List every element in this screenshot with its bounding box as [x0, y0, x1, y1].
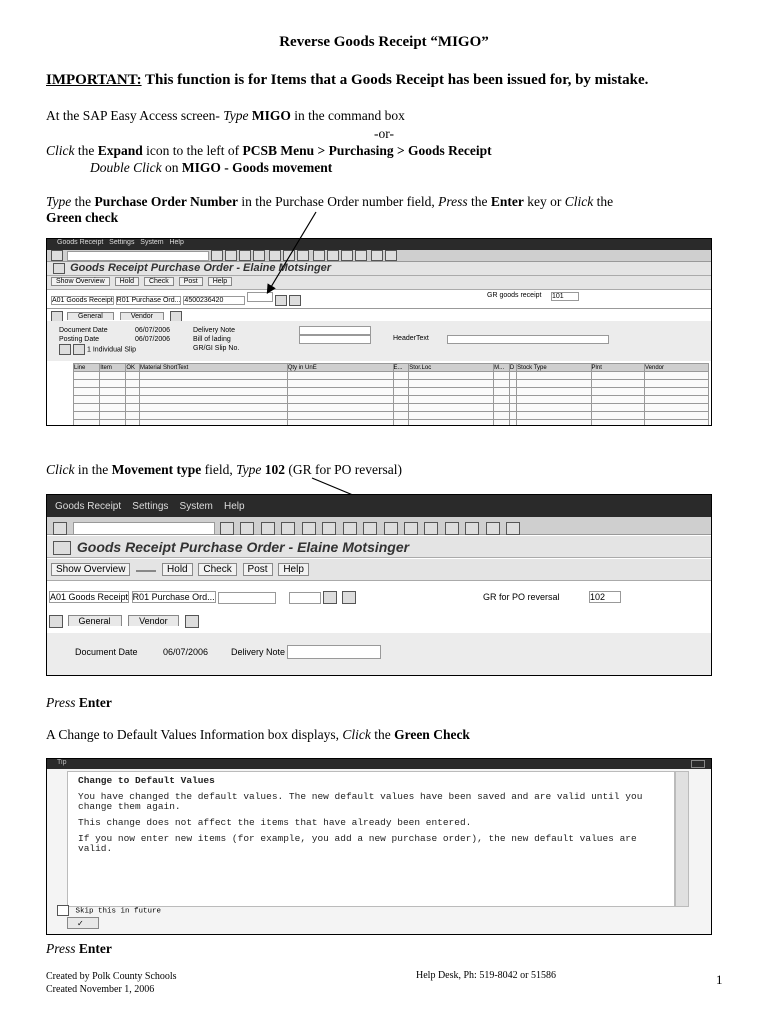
delivery-note-label: Delivery Note — [193, 327, 236, 334]
column-header[interactable]: Line — [74, 364, 100, 372]
tab-vendor[interactable]: Vendor — [128, 615, 179, 626]
footer-left — [46, 970, 177, 996]
dialog-scrollbar[interactable] — [675, 771, 689, 907]
column-header[interactable]: E... — [393, 364, 409, 372]
step-double-click: Double Click on MIGO - Goods movement — [90, 160, 333, 175]
important-label: IMPORTANT: — [46, 72, 142, 88]
dialog-paragraph-2: This change does not affect the items that have already been entered. — [78, 817, 472, 828]
column-header[interactable]: Qty in UnE — [287, 364, 393, 372]
help-button[interactable]: Help — [208, 277, 232, 286]
dialog-titlebar — [47, 759, 711, 769]
dialog-heading: Change to Default Values — [78, 775, 215, 786]
column-header[interactable]: Stor.Loc — [409, 364, 494, 372]
step-press-enter-1: Press Enter — [46, 695, 112, 710]
menu-goods-receipt[interactable]: Goods Receipt — [57, 239, 104, 246]
show-overview-button[interactable]: Show Overview — [51, 277, 110, 286]
hold-button[interactable]: Hold — [115, 277, 139, 286]
dialog-paragraph-1: You have changed the default values. The new default values have been saved and are valid until you change them again. — [78, 791, 643, 812]
reference-select[interactable]: R01 Purchase Ord... — [116, 297, 181, 304]
back-icon[interactable] — [240, 522, 254, 535]
shortcut-icon[interactable] — [465, 522, 479, 535]
hold-button[interactable]: Hold — [162, 563, 193, 576]
skip-checkbox[interactable] — [57, 905, 69, 916]
new-session-icon[interactable] — [445, 522, 459, 535]
print-icon[interactable] — [302, 522, 316, 535]
check-icon: ✓ — [77, 919, 84, 928]
column-header[interactable]: Item — [100, 364, 126, 372]
selection-row — [49, 591, 709, 605]
step-press-enter-2: Press Enter — [46, 941, 112, 956]
posting-date-label: Posting Date — [59, 336, 100, 343]
application-toolbar — [47, 559, 711, 581]
command-field[interactable] — [73, 522, 215, 535]
bill-of-lading-label: Bill of lading — [193, 336, 231, 343]
step-change-defaults: A Change to Default Values Information box displays, Click the Green Check — [46, 727, 470, 742]
menu-help[interactable]: Help — [224, 501, 245, 512]
page-title: Reverse Goods Receipt “MIGO” — [279, 34, 489, 50]
column-header[interactable]: D — [509, 364, 516, 372]
movement-type-field[interactable]: 101 — [551, 292, 579, 301]
movement-type-field[interactable]: 102 — [589, 591, 621, 603]
sap-screenshot-2 — [46, 494, 712, 676]
search-icon[interactable] — [342, 591, 356, 604]
dialog-paragraph-3: If you now enter new items (for example, you add a new purchase order), the new default values are valid. — [78, 833, 637, 854]
step-sap-easy-access: At the SAP Easy Access screen- Type MIGO in the command box — [46, 108, 405, 123]
doc-date-field[interactable]: 06/07/2006 — [135, 327, 171, 334]
screen-title: Goods Receipt Purchase Order - Elaine Motsinger — [70, 262, 332, 274]
column-header[interactable]: Plnt — [591, 364, 644, 372]
header-tabs — [49, 615, 201, 628]
screen-title-bar — [47, 536, 711, 558]
reference-select[interactable]: R01 Purchase Ord... — [132, 592, 215, 602]
po-number-field[interactable] — [218, 592, 276, 604]
action-select[interactable]: A01 Goods Receipt — [50, 592, 129, 602]
tab-general[interactable]: General — [67, 312, 114, 320]
standard-toolbar — [47, 517, 711, 535]
layout-icon[interactable] — [506, 522, 520, 535]
step-movement-type: Click in the Movement type field, Type 102 (GR for PO reversal) — [46, 462, 402, 477]
doc-date-label: Document Date — [59, 327, 108, 334]
header-toggle-icon[interactable] — [49, 615, 63, 628]
find-next-icon[interactable] — [343, 522, 357, 535]
enter-icon[interactable] — [53, 522, 67, 535]
po-item-field[interactable] — [289, 592, 321, 604]
delivery-note-field[interactable] — [287, 645, 381, 659]
arrow-to-po-field — [268, 212, 316, 292]
footer-help-desk: Help Desk, Ph: 519-8042 or 51586 — [416, 970, 556, 981]
step-expand: Click the Expand icon to the left of PCSB Menu > Purchasing > Goods Receipt — [46, 143, 492, 158]
check-button[interactable]: Check — [198, 563, 236, 576]
screen-title: Goods Receipt Purchase Order - Elaine Motsinger — [76, 539, 410, 555]
dialog-title: Tip — [57, 759, 67, 766]
change-defaults-dialog — [46, 758, 712, 935]
menu-system[interactable]: System — [179, 501, 213, 512]
show-overview-button[interactable]: Show Overview — [51, 563, 130, 576]
column-header[interactable]: Stock Type — [517, 364, 591, 372]
footer-created-date: Created November 1, 2006 — [46, 984, 155, 995]
help-icon[interactable] — [486, 522, 500, 535]
po-number-field[interactable]: 4500236420 — [183, 296, 245, 305]
column-header[interactable]: Material ShortText — [139, 364, 287, 372]
next-page-icon[interactable] — [404, 522, 418, 535]
post-button[interactable]: Post — [243, 563, 273, 576]
posting-date-field[interactable]: 06/07/2006 — [135, 336, 171, 343]
menu-help[interactable]: Help — [169, 239, 184, 246]
post-button[interactable]: Post — [179, 277, 203, 286]
screen-icon — [53, 541, 71, 555]
first-page-icon[interactable] — [363, 522, 377, 535]
grgi-slip-label: GR/GI Slip No. — [193, 345, 240, 352]
skip-label: Skip this in future — [75, 907, 162, 916]
check-button[interactable]: Check — [144, 277, 174, 286]
doc-date-label: Document Date — [75, 647, 138, 657]
cancel-icon[interactable] — [281, 522, 295, 535]
help-button[interactable]: Help — [278, 563, 309, 576]
menu-settings[interactable]: Settings — [109, 239, 135, 246]
prev-page-icon[interactable] — [384, 522, 398, 535]
important-text: This function is for Items that a Goods Receipt has been issued for, by mistake. — [141, 72, 649, 88]
page-number: 1 — [716, 972, 723, 987]
tab-general[interactable]: General — [68, 615, 122, 626]
menu-goods-receipt[interactable]: Goods Receipt — [55, 501, 122, 512]
footer-created-by: Created by Polk County Schools — [46, 971, 177, 982]
tab-vendor[interactable]: Vendor — [120, 312, 164, 320]
or-divider: -or- — [374, 126, 394, 141]
menu-system[interactable]: System — [140, 239, 164, 246]
menu-settings[interactable]: Settings — [132, 501, 169, 512]
header-panel — [47, 633, 711, 675]
step-po-number: Type the Purchase Order Number in the Purchase Order number field, Press the Enter key or Click the Green check — [46, 194, 614, 225]
header-text-label: HeaderText — [393, 335, 429, 342]
save-icon[interactable] — [220, 522, 234, 535]
exit-icon[interactable] — [261, 522, 275, 535]
find-icon[interactable] — [322, 522, 336, 535]
more-tabs-icon[interactable] — [185, 615, 199, 628]
column-header[interactable]: OK — [126, 364, 140, 372]
movement-type-label: GR goods receipt — [487, 292, 542, 299]
menu-bar — [47, 495, 711, 517]
slip-label: 1 Individual Slip — [87, 346, 137, 354]
execute-icon[interactable] — [323, 591, 337, 604]
column-header[interactable]: M... — [494, 364, 510, 372]
action-select[interactable]: A01 Goods Receipt — [52, 297, 113, 304]
column-header[interactable]: Vendor — [644, 364, 708, 372]
skip-row — [57, 905, 161, 916]
doc-date-field[interactable]: 06/07/2006 — [163, 647, 209, 657]
delivery-note-label: Delivery Note — [231, 647, 286, 657]
close-icon[interactable] — [691, 760, 705, 768]
movement-type-label: GR for PO reversal — [483, 592, 560, 602]
dialog-body — [67, 771, 675, 907]
green-check-button[interactable] — [67, 917, 99, 929]
last-page-icon[interactable] — [424, 522, 438, 535]
new-document-button[interactable] — [136, 570, 156, 572]
